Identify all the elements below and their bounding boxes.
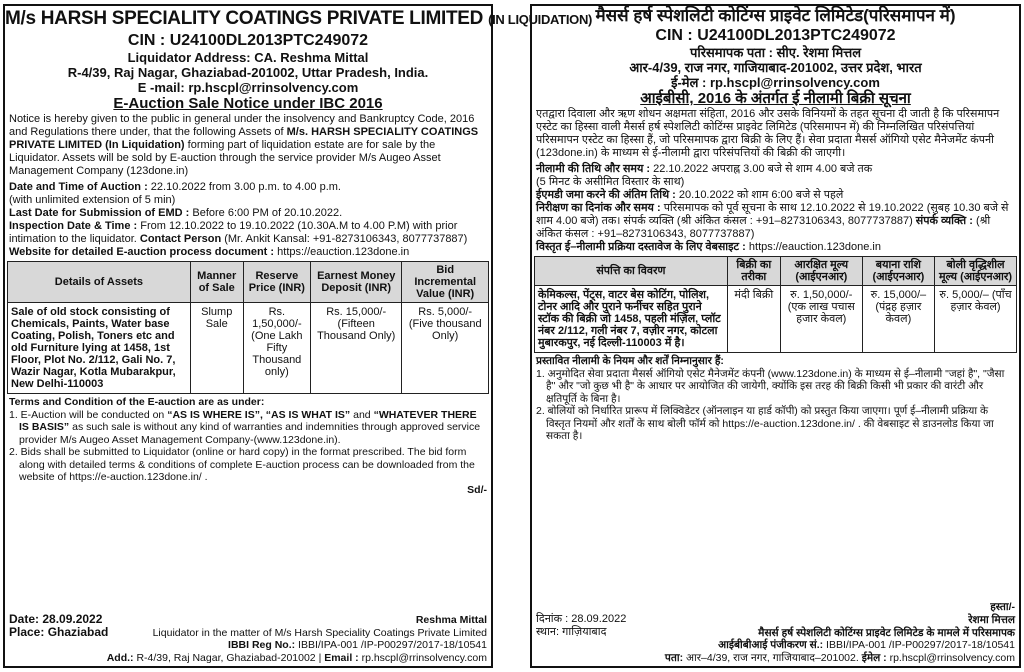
table-cell: Sale of old stock consisting of Chemicals, Paints, Water base Coating, Polish, Toners etc and old Furniture lying at 1458, 1st Floor, Plot No. 2/112, Gali No. 7, Wazir Nagar, Kotla Mubarakpur, New Delhi-110003 [8, 303, 191, 394]
auction-date: नीलामी की तिथि और समय : 22.10.2022 अपराह्न 3.00 बजे से शाम 4.00 बजे तक [536, 163, 873, 175]
term-1: 1. E-Auction will be conducted on “AS IS WHERE IS”, “AS IS WHAT IS” and “WHATEVER THERE IS BASIS” as such sale is without any kind of warranties and indemnities through approved service provider M/s Augeo Asset Management Company-(www.123done.in). [9, 408, 481, 446]
table-header: Reserve Price (INR) [243, 262, 310, 303]
liquidation-status: (IN LIQUIDATION) [488, 12, 593, 27]
signature-block [5, 613, 491, 666]
footer-address: Add.: R-4/39, Raj Nagar, Ghaziabad-201002 | Email : rp.hscpl@rrinsolvency.com [106, 651, 487, 664]
auction-extension: (with unlimited extension of 5 min) [9, 194, 176, 206]
term-1: 1. अनुमोदित सेवा प्रदाता मैसर्स ऑगियो एसेट मैनेजमेंट कंपनी (www.123done.in) के माध्यम से ई–नीलामी "जहां है", "जैसा है" और "जो कुछ भी है" के आधार पर आयोजित की जायेगी, क्योंकि इस तरह की बिक्री किसी भी प्रकार की वारंटी और क्षतिपूर्ति के बिना है। [536, 367, 1005, 405]
footer-address: पता: आर–4/39, राज नगर, गाजियाबाद–201002. ईमेल : rp.hscpl@rrinsolvency.com [664, 651, 1015, 664]
table-header: बयाना राशि (आईएनआर) [862, 257, 934, 286]
emd-date: Last Date for Submission of EMD : Before 6:00 PM of 20.10.2022. [9, 207, 343, 219]
date-line: दिनांक : 28.09.2022 [536, 613, 627, 625]
hindi-notice [530, 4, 1021, 668]
table-cell: रु. 1,50,000/- (एक लाख पचास हजार केवल) [780, 286, 862, 353]
table-row [8, 303, 489, 394]
table-header: बोली वृद्धिशील मूल्य (आईएनआर) [935, 257, 1017, 286]
signatory-role: Liquidator in the matter of M/s Harsh Speciality Coatings Private Limited [152, 626, 487, 639]
ibbi-reg: आईबीबीआई पंजीकरण सं.: IBBI/IPA-001 /IP-P00297/2017-18/10541 [718, 639, 1015, 651]
address-line: आर-4/39, राज नगर, गाजियाबाद-201002, उत्तर प्रदेश, भारत [629, 60, 922, 75]
table-header: संपत्ति का विवरण [535, 257, 728, 286]
email-line: E -mail: rp.hscpl@rrinsolvency.com [137, 80, 359, 95]
notice-body [5, 113, 491, 259]
signatory-name: Reshma Mittal [415, 614, 487, 626]
table-header: आरक्षित मूल्य (आईएनआर) [780, 257, 862, 286]
signatory-name: रेशमा मित्तल [968, 614, 1015, 626]
liquidator-address: परिसमापक पता : सीए. रेशमा मित्तल [689, 45, 862, 60]
table-header: बिक्री का तरीका [727, 257, 780, 286]
sd-mark: हस्ता/- [990, 600, 1015, 613]
ibbi-reg: IBBI Reg No.: IBBI/IPA-001 /IP-P00297/2017-18/10541 [228, 639, 487, 651]
auction-extension: (5 मिनट के असीमित विस्तार के साथ) [536, 176, 685, 188]
assets-table [7, 261, 489, 394]
table-header: Details of Assets [8, 262, 191, 303]
term-2: 2. Bids shall be submitted to Liquidator (online or hard copy) in the format prescribed. The bid form along with detailed terms & conditions of complete E-auction process can be downloaded from the website of https://e-auction.123done.in/ . [9, 446, 475, 483]
table-cell: Rs. 15,000/- (Fifteen Thousand Only) [311, 303, 402, 394]
inspection-date: Inspection Date & Time : From 12.10.2022 to 19.10.2022 (10.30A.M to 4.00 P.M) with prior intimation to the liquidator. Contact Person (Mr. Ankit Kansal: +91-8273106343, 8077737887) [9, 220, 468, 245]
website-line: Website for detailed E-auction process document : https://eauction.123done.in [9, 246, 410, 258]
table-cell: Rs. 5,000/- (Five thousand Only) [402, 303, 489, 394]
terms-title: प्रस्तावित नीलामी के नियम और शर्तें निम्नानुसार हैं: [536, 355, 724, 367]
website-line: विस्तृत ई–नीलामी प्रक्रिया दस्तावेज के लिए वेबसाइट : https://eauction.123done.in [536, 241, 881, 253]
cin-number: CIN : U24100DL2013PTC249072 [127, 32, 369, 49]
table-header: Manner of Sale [190, 262, 243, 303]
notice-body [532, 108, 1019, 254]
terms-section [532, 355, 1019, 443]
notice-title: E-Auction Sale Notice under IBC 2016 [113, 95, 383, 112]
inspection-date: निरीक्षण का दिनांक और समय : परिसमापक को पूर्व सूचना के साथ 12.10.2022 से 19.10.2022 (सुबह 10.30 बजे से शाम 4.00 बजे) तक। संपर्क व्यक्ति (श्री अंकित कंसल : +91–8273106343, 8077737887) संपर्क व्यक्ति : (श्री अंकित कंसल : +91–8273106343, 8077737887) [536, 202, 1009, 240]
email-line: ई-मेल : rp.hscpl@rrinsolvency.com [671, 75, 880, 90]
assets-table [534, 256, 1017, 353]
table-cell: रु. 5,000/– (पाँच हज़ार केवल) [935, 286, 1017, 353]
auction-date: Date and Time of Auction : 22.10.2022 from 3.00 p.m. to 4.00 p.m. [9, 181, 341, 193]
notice-title: आईबीसी, 2016 के अंतर्गत ई नीलामी बिक्री सूचना [640, 90, 911, 107]
table-cell: Rs. 1,50,000/- (One Lakh Fifty Thousand only) [243, 303, 310, 394]
company-title: M/s HARSH SPECIALITY COATINGS PRIVATE LIMITED (IN LIQUIDATION) [5, 8, 593, 29]
terms-section [5, 396, 491, 496]
cin-number: CIN : U24100DL2013PTC249072 [655, 27, 896, 44]
signature-block [532, 601, 1019, 667]
table-cell: Slump Sale [190, 303, 243, 394]
table-cell: मंदी बिक्री [727, 286, 780, 353]
intro-paragraph: एतद्वारा दिवाला और ऋण शोधन अक्षमता संहिता, 2016 और उसके विनियमों के तहत सूचना दी जाती है कि परिसमापन एस्टेट का हिस्सा वाली मैसर्स हर्ष स्पेशलिटी कोटिंग्स प्राइवेट लिमिटेड (परिसमापन में) की निम्नलिखित परिसंपत्तियां परिसमापन एस्टेट का हिस्सा हैं, जो परिसमापक द्वारा बिक्री के लिए हैं। सेवा प्रदाता मैसर्स ऑगियो एसेट मैनेजमेंट कंपनी (123done.in) के माध्यम से ई-नीलामी द्वारा परिसंपत्तियों की बिक्री की जाएगी। [536, 108, 1000, 159]
sd-mark: Sd/- [467, 483, 487, 496]
table-cell: केमिकल्स, पेंट्स, वाटर बेस कोटिंग, पोलिश, टोनर आदि और पुराने फर्नीचर सहित पुराने स्टॉक की बिक्री जो 1458, पहली मंज़िल, प्लॉट नंबर 2/112, गली नंबर 7, वज़ीर नगर, कोटला मुबारकपुर, नई दिल्ली-110003 में है। [535, 286, 728, 353]
liquidator-address: Liquidator Address: CA. Reshma Mittal [127, 50, 369, 65]
term-2: 2. बोलियों को निर्धारित प्रारूप में लिक्विडेटर (ऑनलाइन या हार्ड कॉपी) को प्रस्तुत किया जाएगा। पूर्ण ई–नीलामी प्रक्रिया के विस्तृत नियमों और शर्तों के साथ बोली फॉर्म को https://e-auction.123done.in/ . की वेबसाइट से डाउनलोड किया जा सकता है। [536, 405, 994, 442]
table-header: Bid Incremental Value (INR) [402, 262, 489, 303]
company-title: मैसर्स हर्ष स्पेशलिटी कोटिंग्स प्राइवेट लिमिटेड(परिसमापन में) [595, 6, 956, 25]
terms-title: Terms and Condition of the E-auction are as under: [9, 396, 265, 408]
intro-paragraph: Notice is hereby given to the public in general under the insolvency and Bankruptcy Code, 2016 and Regulations there under, that the following Assets of M/s. HARSH SPECIALITY COATINGS PRIVATE LIMITED (In Liquidation) forming part of liquidation estate are for sale by the Liquidator. Assets will be sold by E-auction through the service provider M/s Augeo Asset Management Company (123done.in) [9, 113, 479, 177]
date-line: Date: 28.09.2022 [9, 612, 103, 626]
place-line: स्थान: गाज़ियाबाद [536, 626, 607, 638]
table-cell: रु. 15,000/– (पंद्रह हज़ार केवल) [862, 286, 934, 353]
address-line: R-4/39, Raj Nagar, Ghaziabad-201002, Uttar Pradesh, India. [67, 65, 429, 80]
emd-date: ईएमडी जमा करने की अंतिम तिथि : 20.10.2022 को शाम 6:00 बजे से पहले [536, 189, 844, 201]
signatory-role: मैसर्स हर्ष स्पेशलिटी कोटिंग्स प्राइवेट लिमिटेड के मामले में परिसमापक [758, 626, 1015, 639]
place-line: Place: Ghaziabad [9, 625, 109, 639]
table-row [535, 286, 1017, 353]
table-header: Earnest Money Deposit (INR) [311, 262, 402, 303]
